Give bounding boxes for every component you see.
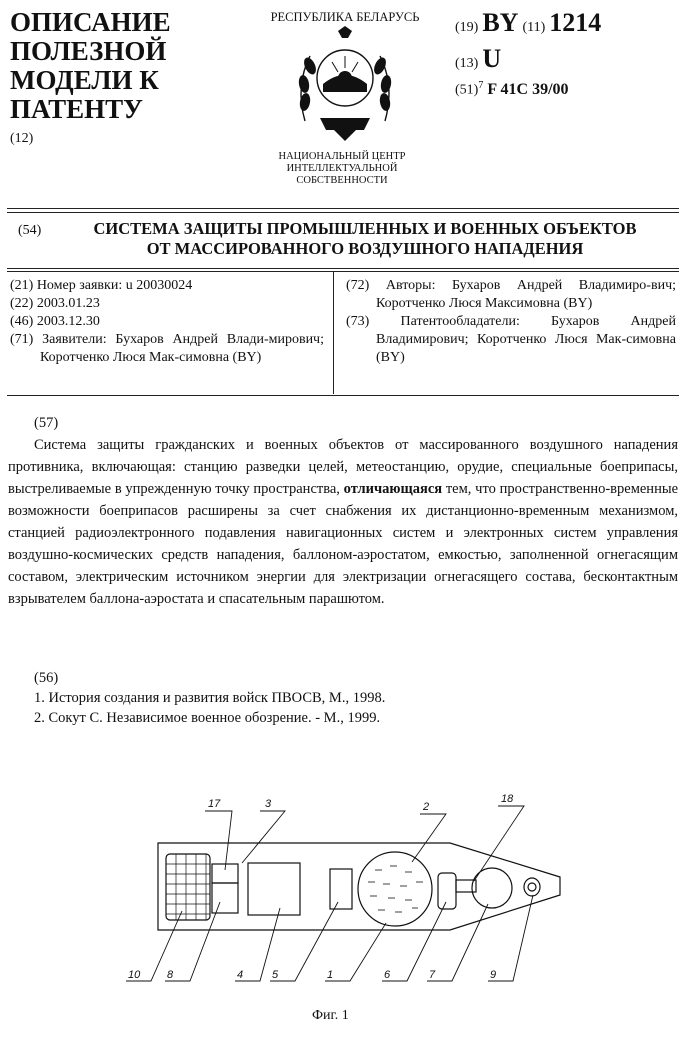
code-51: $(51)^7$ — [455, 80, 484, 98]
divider — [7, 212, 679, 213]
ipc-classification: F 41C 39/00 — [487, 80, 569, 98]
title-line: СИСТЕМА ЗАЩИТЫ ПРОМЫШЛЕННЫХ И ВОЕННЫХ ОБЪЕКТОВ — [93, 219, 637, 238]
column-divider — [333, 272, 334, 394]
callout-10: 10 — [128, 969, 141, 981]
biblio-field: (71) Заявители: Бухаров Андрей Влади-мирович; Коротченко Люся Мак-симовна (BY) — [10, 332, 324, 365]
ipc-edition: 7 — [478, 80, 484, 91]
divider — [7, 208, 679, 209]
biblio-field: (22) 2003.01.23 — [10, 296, 100, 311]
code-12: (12) — [10, 131, 34, 146]
office-line: НАЦИОНАЛЬНЫЙ ЦЕНТР — [278, 151, 406, 162]
title-line: ПОЛЕЗНОЙ — [10, 36, 167, 66]
title-line: ОТ МАССИРОВАННОГО ВОЗДУШНОГО НАПАДЕНИЯ — [146, 239, 584, 258]
callout-6: 6 — [384, 969, 391, 981]
references — [34, 668, 385, 728]
callout-8: 8 — [167, 969, 174, 981]
abstract-text: Система защиты гражданских и военных объектов от массированного воздушного нападения противника, включающая: станцию разведки целей, метеостанцию, орудие, специальные боеприпасы, выстреливаемые в упрежденную точку пространства, отличающаяся тем, что пространственно-временные возможности боеприпасов расширены за счет снабжения их дистанционно-временным механизмом, станцией радиоэлектронного подавления навигационных систем и электронных систем управления воздушно-космических средств нападения, баллоном-аэростатом, емкостью, заполненной огнегасящим составом, электрическим источником энергии для электризации огнегасящего состава, бесконтактным взрывателем баллона-аэростата и спасательным парашютом. — [8, 437, 679, 607]
divider — [7, 268, 679, 269]
code-57: (57) — [34, 415, 59, 431]
title-line: ОПИСАНИЕ — [10, 7, 171, 37]
reference-item: 2. Сокут С. Независимое военное обозрение. - М., 1999. — [34, 710, 381, 726]
divider — [7, 271, 679, 272]
country-code: BY — [482, 8, 519, 37]
callout-4: 4 — [237, 969, 244, 981]
reference-item: 1. История создания и развития войск ПВОСВ, М., 1998. — [34, 690, 386, 706]
biblio-field: (72) Авторы: Бухаров Андрей Владимиро-вич; Коротченко Люся Максимовна (BY) — [346, 278, 676, 311]
abstract-bold-term: отличающаяся — [343, 481, 443, 497]
callout-1: 1 — [327, 969, 334, 981]
country-name: РЕСПУБЛИКА БЕЛАРУСЬ — [270, 10, 420, 24]
biblio-right-column — [346, 277, 676, 367]
title-line: МОДЕЛИ К — [10, 65, 159, 95]
abstract — [8, 412, 678, 610]
code-56: (56) — [34, 670, 59, 686]
publication-codes — [455, 8, 680, 116]
invention-title — [10, 219, 680, 259]
code-19: (19) — [455, 20, 479, 35]
figure-caption: Фиг. 1 — [312, 1008, 349, 1023]
divider — [7, 395, 679, 396]
biblio-left-column — [10, 277, 324, 367]
code-13: (13) — [455, 56, 479, 71]
coat-of-arms-emblem — [290, 26, 400, 146]
office-line: ИНТЕЛЛЕКТУАЛЬНОЙ — [286, 163, 398, 174]
biblio-field: (46) 2003.12.30 — [10, 314, 100, 329]
figure-1-drawing — [120, 790, 570, 1000]
code-11: (11) — [522, 20, 546, 35]
callout-3: 3 — [265, 798, 272, 810]
biblio-field: (73) Патентообладатели: Бухаров Андрей Владимирович; Коротченко Люся Мак-симовна (BY) — [346, 314, 676, 365]
title-line: ПАТЕНТУ — [10, 94, 143, 124]
kind-code: U — [482, 44, 502, 73]
callout-9: 9 — [490, 969, 497, 981]
biblio-field: (21) Номер заявки: u 20030024 — [10, 278, 193, 293]
patent-number: 1214 — [549, 8, 602, 37]
callout-7: 7 — [429, 969, 436, 981]
callout-18: 18 — [501, 793, 514, 805]
patent-office-name — [262, 151, 422, 187]
callout-2: 2 — [423, 801, 430, 813]
document-type-title — [10, 8, 240, 124]
code-54: (54) — [18, 223, 42, 238]
callout-5: 5 — [272, 969, 279, 981]
callout-17: 17 — [208, 798, 221, 810]
office-line: СОБСТВЕННОСТИ — [296, 175, 388, 186]
